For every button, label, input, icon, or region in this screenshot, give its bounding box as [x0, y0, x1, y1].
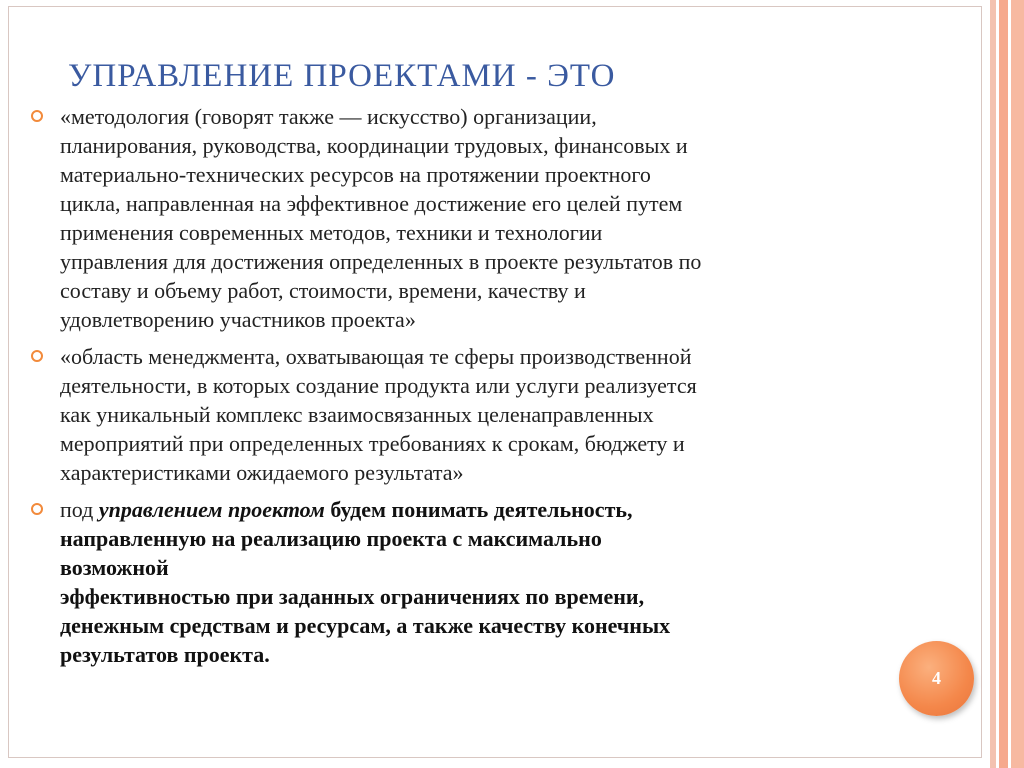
decorative-stripe [999, 0, 1008, 768]
bullet-line: удовлетворению участников проекта» [60, 307, 416, 332]
page-number-badge [899, 641, 974, 716]
bullet-line: эффективностью при заданных ограничениях по времени, [60, 584, 645, 609]
bullet-item-definition [60, 495, 940, 669]
bullet-intro-text: под [60, 497, 99, 522]
slide-content [60, 102, 940, 677]
bullet-line: планирования, руководства, координации трудовых, финансовых и [60, 133, 688, 158]
decorative-stripe [1011, 0, 1024, 768]
bullet-line: «методология (говорят также — искусство) организации, [60, 104, 597, 129]
bullet-line: характеристиками ожидаемого результата» [60, 460, 464, 485]
bullet-bold-text: будем понимать деятельность, [324, 497, 633, 522]
bullet-line [60, 495, 940, 524]
bullet-circle-icon [31, 350, 43, 362]
bullet-line: применения современных методов, техники и технологии [60, 220, 603, 245]
bullet-line: направленную на реализацию проекта с максимально [60, 526, 602, 551]
bullet-line: результатов проекта. [60, 642, 270, 667]
decorative-stripe [990, 0, 996, 768]
page-number: 4 [932, 668, 941, 688]
bullet-line: составу и объему работ, стоимости, времени, качеству и [60, 278, 586, 303]
bullet-line: цикла, направленная на эффективное достижение его целей путем [60, 191, 683, 216]
bullet-line: денежным средствам и ресурсам, а также качеству конечных [60, 613, 671, 638]
bullet-item-methodology [60, 102, 940, 334]
bullet-circle-icon [31, 110, 43, 122]
bullet-line: управления для достижения определенных в проекте результатов по [60, 249, 702, 274]
bullet-item-management-area [60, 342, 940, 487]
bullet-circle-icon [31, 503, 43, 515]
bullet-line: как уникальный комплекс взаимосвязанных целенаправленных [60, 402, 654, 427]
bullet-line: деятельности, в которых создание продукта или услуги реализуется [60, 373, 697, 398]
slide-title: УПРАВЛЕНИЕ ПРОЕКТАМИ - ЭТО [68, 58, 616, 94]
bullet-line: мероприятий при определенных требованиях к срокам, бюджету и [60, 431, 685, 456]
bullet-line: возможной [60, 555, 169, 580]
bullet-line: материально-технических ресурсов на протяжении проектного [60, 162, 651, 187]
emphasis-term: управлением проектом [98, 497, 325, 522]
bullet-line: «область менеджмента, охватывающая те сферы производственной [60, 344, 692, 369]
